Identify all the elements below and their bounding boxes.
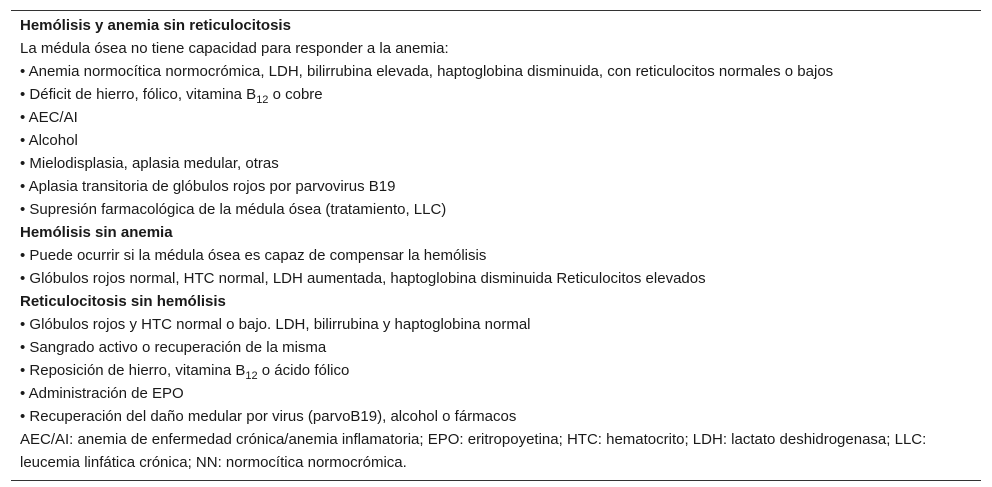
footnote: AEC/AI: anemia de enfermedad crónica/anemia inflamatoria; EPO: eritropoyetina; HTC: hematocrito; LDH: lactato deshidrogenasa; LLC: leucemia linfática crónica; NN: normocítica normocrómica. (20, 431, 927, 471)
list-item: • Alcohol (20, 132, 78, 149)
list-item (11, 83, 981, 106)
list-item: • AEC/AI (20, 109, 78, 126)
list-item: • Puede ocurrir si la médula ósea es capaz de compensar la hemólisis (20, 247, 487, 264)
item-text: o cobre (268, 86, 323, 103)
list-item: • Glóbulos rojos y HTC normal o bajo. LDH, bilirrubina y haptoglobina normal (20, 316, 531, 333)
item-text: o ácido fólico (257, 362, 350, 379)
item-text: • Reposición de hierro, vitamina B (20, 362, 246, 379)
section-intro: La médula ósea no tiene capacidad para responder a la anemia: (20, 40, 449, 57)
list-item: • Administración de EPO (20, 385, 184, 402)
list-item: • Aplasia transitoria de glóbulos rojos por parvovirus B19 (20, 178, 396, 195)
list-item (11, 359, 981, 382)
list-item: • Sangrado activo o recuperación de la misma (20, 339, 327, 356)
subscript: 12 (256, 94, 269, 106)
section-heading: Reticulocitosis sin hemólisis (20, 293, 226, 310)
list-item: • Supresión farmacológica de la médula ósea (tratamiento, LLC) (20, 201, 447, 218)
subscript: 12 (245, 370, 258, 382)
list-item: • Anemia normocítica normocrómica, LDH, bilirrubina elevada, haptoglobina disminuida, con reticulocitos normales o bajos (20, 63, 834, 80)
section-heading: Hemólisis sin anemia (20, 224, 173, 241)
list-item: • Mielodisplasia, aplasia medular, otras (20, 155, 279, 172)
table (11, 10, 981, 481)
list-item: • Glóbulos rojos normal, HTC normal, LDH aumentada, haptoglobina disminuida Reticulocitos elevados (20, 270, 706, 287)
list-item: • Recuperación del daño medular por virus (parvoB19), alcohol o fármacos (20, 408, 517, 425)
item-text: • Déficit de hierro, fólico, vitamina B (20, 86, 257, 103)
section-heading: Hemólisis y anemia sin reticulocitosis (20, 17, 291, 34)
